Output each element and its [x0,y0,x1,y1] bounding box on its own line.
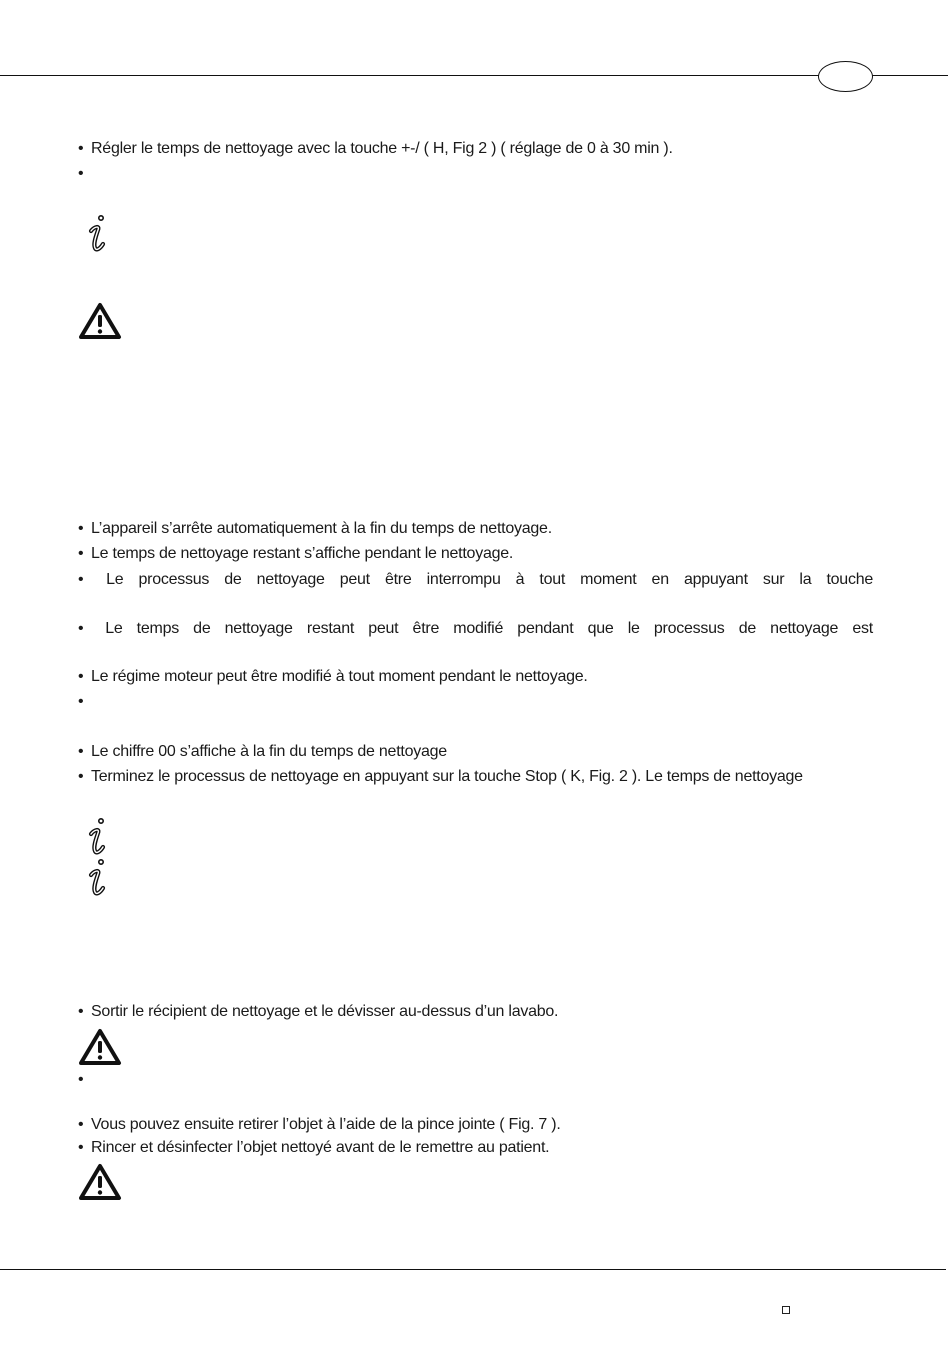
list-item-text: Le temps de nettoyage restant peut être modifié pendant que le processus de nettoyage est [105,620,873,637]
list-item-text: Sortir le récipient de nettoyage et le dévisser au-dessus d’un lavabo. [91,1003,559,1020]
bullet: • [78,165,84,182]
footer-rule [0,1269,946,1270]
list-item-text: L’appareil s’arrête automatiquement à la fin du temps de nettoyage. [91,520,552,537]
bullet: • [78,1139,84,1156]
header-rule [0,75,948,76]
list-item [78,742,873,762]
list-item [78,544,873,564]
bullet: • [78,1116,84,1133]
bullet: • [78,140,84,157]
list-item [78,767,873,787]
list-item [78,1115,873,1135]
bullet: • [78,1071,84,1088]
list-item [78,619,873,639]
bullet: • [78,768,84,785]
bullet: • [78,520,84,537]
warning-icon [78,1163,122,1201]
list-item-text: Le régime moteur peut être modifié à tout moment pendant le nettoyage. [91,668,588,685]
bullet: • [78,693,84,710]
bullet: • [78,743,84,760]
bullet: • [78,620,84,637]
page-number-placeholder-square [782,1306,790,1314]
list-item-text: Terminez le processus de nettoyage en appuyant sur la touche Stop ( K, Fig. 2 ). Le temps de nettoyage [91,768,803,785]
list-item [78,667,873,687]
list-item-text: Vous pouvez ensuite retirer l’objet à l’aide de la pince jointe ( Fig. 7 ). [91,1116,561,1133]
info-icon [88,214,108,254]
list-item-text: Le chiffre 00 s’affiche à la fin du temps de nettoyage [91,743,447,760]
list-item [78,139,873,159]
warning-icon [78,302,122,340]
info-icon [88,817,108,857]
list-item [78,1138,873,1158]
list-item-text: Régler le temps de nettoyage avec la touche +-/ ( H, Fig 2 ) ( réglage de 0 à 30 min ). [91,140,673,157]
list-item-text: Rincer et désinfecter l’objet nettoyé avant de le remettre au patient. [91,1139,550,1156]
bullet: • [78,571,84,588]
bullet: • [78,668,84,685]
info-icon [88,858,108,898]
list-item [78,1002,873,1022]
warning-icon [78,1028,122,1066]
bullet: • [78,545,84,562]
list-item-text: Le temps de nettoyage restant s’affiche pendant le nettoyage. [91,545,514,562]
list-item [78,164,873,184]
bullet: • [78,1003,84,1020]
list-item [78,692,873,712]
list-item-text: Le processus de nettoyage peut être interrompu à tout moment en appuyant sur la touche [106,571,874,588]
list-item [78,1070,873,1090]
list-item [78,519,873,539]
language-marker-ellipse [818,61,873,92]
list-item [78,570,873,590]
